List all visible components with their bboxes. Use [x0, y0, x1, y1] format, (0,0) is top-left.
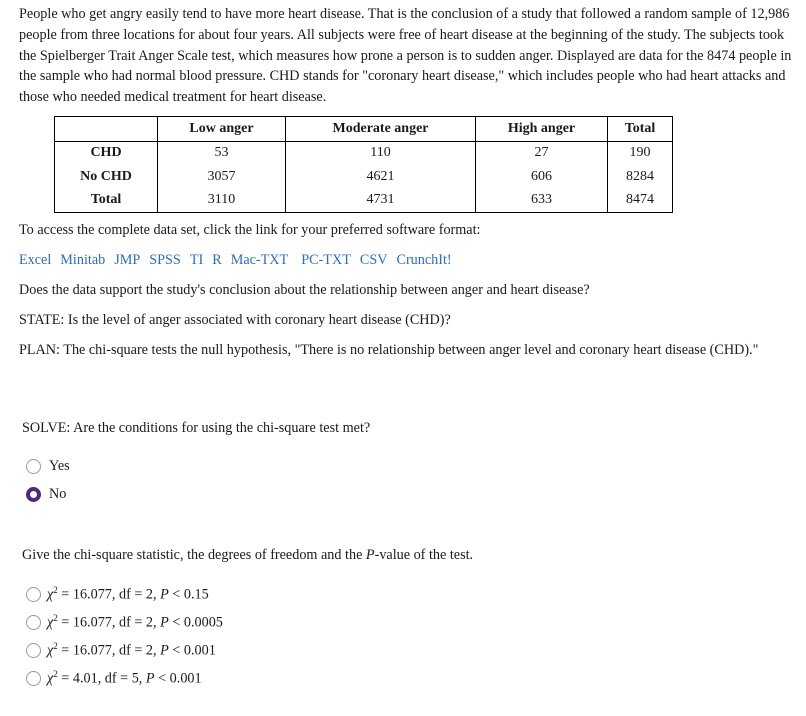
chi-option-4[interactable] — [26, 669, 202, 688]
chi-option-1[interactable] — [26, 585, 209, 604]
plan-text: PLAN: The chi-square tests the null hypothesis, "There is no relationship between anger level and coronary heart disease (CHD)." — [19, 342, 759, 358]
table-cell: 4731 — [286, 189, 476, 213]
p-symbol: P — [365, 547, 375, 563]
link-spss[interactable]: SPSS — [149, 252, 181, 268]
table-header-cell: Moderate anger — [286, 117, 476, 142]
option-label: $\chi^2 = 4.01$, df = 5, P < 0.001 — [47, 669, 202, 687]
link-mac-txt[interactable]: Mac-TXT — [230, 252, 289, 268]
option-label: Yes — [49, 458, 70, 474]
table-cell: 190 — [608, 141, 673, 165]
question-part: Give the chi-square statistic, the degrees of freedom and the — [22, 547, 366, 563]
table-header-cell: Low anger — [158, 117, 286, 142]
table-row — [55, 165, 673, 189]
question-part: -value of the test. — [374, 547, 474, 563]
radio-button[interactable] — [26, 587, 41, 602]
table-header-cell: High anger — [476, 117, 608, 142]
radio-button[interactable] — [26, 615, 41, 630]
table-row — [55, 189, 673, 213]
option-label: $\chi^2 = 16.077$, df = 2, P < 0.0005 — [47, 613, 223, 631]
table-cell: 110 — [286, 141, 476, 165]
row-label: No CHD — [55, 165, 158, 189]
chi-option-2[interactable] — [26, 613, 223, 632]
table-cell: 53 — [158, 141, 286, 165]
table-cell: 4621 — [286, 165, 476, 189]
row-label: CHD — [55, 141, 158, 165]
link-jmp[interactable]: JMP — [114, 252, 141, 268]
radio-button-selected[interactable] — [26, 487, 41, 502]
link-minitab[interactable]: Minitab — [60, 252, 106, 268]
table-header-cell: Total — [608, 117, 673, 142]
table-cell: 633 — [476, 189, 608, 213]
option-label: No — [49, 486, 67, 502]
table-cell: 8284 — [608, 165, 673, 189]
table-cell: 3057 — [158, 165, 286, 189]
option-label: $\chi^2 = 16.077$, df = 2, P < 0.001 — [47, 641, 216, 659]
radio-button[interactable] — [26, 671, 41, 686]
link-crunchit[interactable]: CrunchIt! — [396, 252, 452, 268]
conditions-option-no[interactable] — [26, 486, 66, 503]
link-pc-txt[interactable]: PC-TXT — [301, 252, 351, 268]
chi-option-3[interactable] — [26, 641, 216, 660]
link-r[interactable]: R — [212, 252, 222, 268]
radio-button[interactable] — [26, 643, 41, 658]
table-header-row — [55, 117, 673, 142]
problem-intro: People who get angry easily tend to have more heart disease. That is the conclusion of a study that followed a random sample of 12,986 people from three locations for about four years. All subjects were free of heart disease at the beginning of the study. The subjects took the Spielberger Trait Anger Scale test, which measures how prone a person is to sudden anger. Displayed are data for the 8474 people in the sample who had normal blood pressure. CHD stands for "coronary heart disease," which includes people who had heart attacks and those who needed medical treatment for heart disease. — [19, 6, 792, 106]
question-text: Does the data support the study's conclusion about the relationship between anger and heart disease? — [19, 282, 590, 298]
radio-button[interactable] — [26, 459, 41, 474]
link-excel[interactable]: Excel — [19, 252, 52, 268]
state-text: STATE: Is the level of anger associated with coronary heart disease (CHD)? — [19, 312, 451, 328]
table-cell: 606 — [476, 165, 608, 189]
table-header-cell — [55, 117, 158, 142]
link-ti[interactable]: TI — [189, 252, 204, 268]
table-cell: 3110 — [158, 189, 286, 213]
table-cell: 8474 — [608, 189, 673, 213]
chi-square-question — [22, 545, 473, 565]
anger-chd-table — [54, 116, 673, 213]
solve-text: SOLVE: Are the conditions for using the chi-square test met? — [22, 420, 371, 436]
software-links — [19, 250, 461, 270]
table-cell: 27 — [476, 141, 608, 165]
row-label: Total — [55, 189, 158, 213]
data-access-text: To access the complete data set, click the link for your preferred software format: — [19, 222, 481, 238]
table-row — [55, 141, 673, 165]
link-csv[interactable]: CSV — [359, 252, 388, 268]
conditions-option-yes[interactable] — [26, 458, 70, 475]
option-label: $\chi^2 = 16.077$, df = 2, P < 0.15 — [47, 585, 209, 603]
